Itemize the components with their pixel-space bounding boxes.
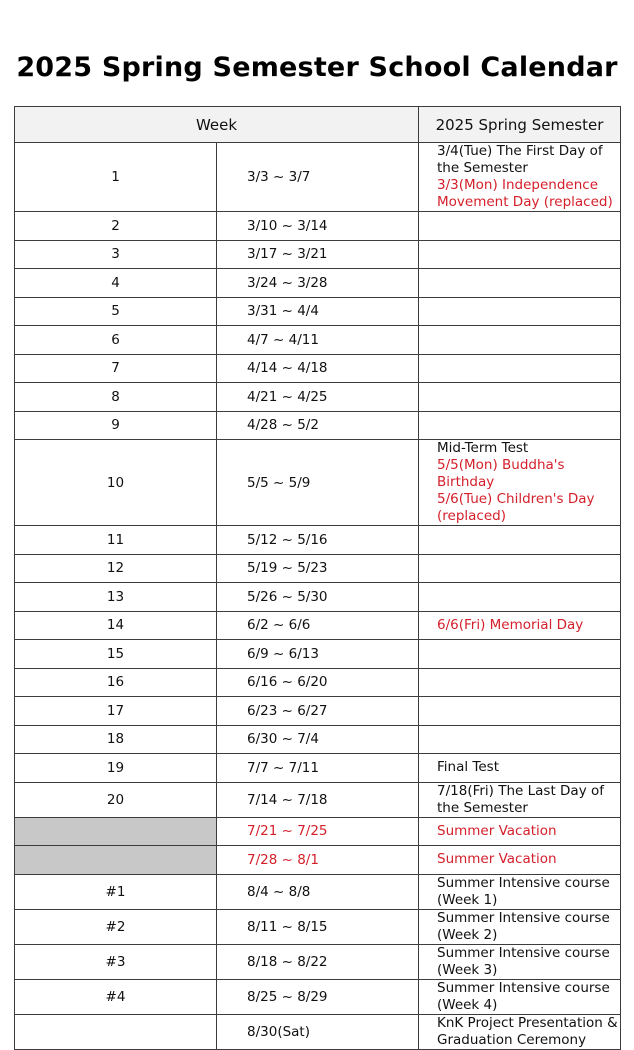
week-dates-cell: 5/5 ~ 5/9 bbox=[217, 440, 419, 526]
events-cell bbox=[419, 269, 621, 298]
table-row bbox=[15, 640, 621, 669]
week-number-cell bbox=[15, 1014, 217, 1049]
events-cell bbox=[419, 297, 621, 326]
table-row bbox=[15, 297, 621, 326]
events-cell bbox=[419, 440, 621, 526]
event-text: KnK Project Presentation & Graduation Ceremony bbox=[437, 1014, 618, 1048]
week-number-cell: 20 bbox=[15, 782, 217, 817]
table-header-row bbox=[15, 107, 621, 143]
week-dates-cell: 7/7 ~ 7/11 bbox=[217, 754, 419, 783]
week-dates-cell: 3/3 ~ 3/7 bbox=[217, 143, 419, 212]
table-row bbox=[15, 944, 621, 979]
table-row bbox=[15, 526, 621, 555]
week-dates-cell: 7/21 ~ 7/25 bbox=[217, 817, 419, 846]
week-dates-cell: 4/28 ~ 5/2 bbox=[217, 411, 419, 440]
week-number-cell: 13 bbox=[15, 583, 217, 612]
events-cell bbox=[419, 611, 621, 640]
week-dates-cell: 6/30 ~ 7/4 bbox=[217, 725, 419, 754]
events-cell bbox=[419, 979, 621, 1014]
events-cell bbox=[419, 326, 621, 355]
table-row bbox=[15, 1014, 621, 1049]
week-number-cell: 6 bbox=[15, 326, 217, 355]
event-text: Summer Intensive course (Week 3) bbox=[437, 944, 610, 978]
table-row bbox=[15, 269, 621, 298]
week-dates-cell: 8/4 ~ 8/8 bbox=[217, 874, 419, 909]
week-number-cell: #1 bbox=[15, 874, 217, 909]
week-dates-cell: 4/21 ~ 4/25 bbox=[217, 383, 419, 412]
events-cell bbox=[419, 874, 621, 909]
week-dates-cell: 5/19 ~ 5/23 bbox=[217, 554, 419, 583]
holiday-event-text: Summer Vacation bbox=[437, 851, 557, 868]
week-number-cell: 4 bbox=[15, 269, 217, 298]
events-cell bbox=[419, 1014, 621, 1049]
week-number-cell: 17 bbox=[15, 697, 217, 726]
table-row bbox=[15, 697, 621, 726]
events-cell bbox=[419, 668, 621, 697]
week-dates-cell: 6/16 ~ 6/20 bbox=[217, 668, 419, 697]
week-number-cell: 5 bbox=[15, 297, 217, 326]
week-dates-cell: 3/24 ~ 3/28 bbox=[217, 269, 419, 298]
week-number-cell: 7 bbox=[15, 354, 217, 383]
events-cell bbox=[419, 411, 621, 440]
event-text: 3/4(Tue) The First Day of the Semester bbox=[437, 143, 603, 176]
table-row bbox=[15, 383, 621, 412]
table-row bbox=[15, 611, 621, 640]
events-cell bbox=[419, 354, 621, 383]
week-dates-cell: 6/9 ~ 6/13 bbox=[217, 640, 419, 669]
week-number-cell bbox=[15, 846, 217, 875]
table-row bbox=[15, 326, 621, 355]
week-dates-cell: 3/17 ~ 3/21 bbox=[217, 240, 419, 269]
week-number-cell: 9 bbox=[15, 411, 217, 440]
week-number-cell: #3 bbox=[15, 944, 217, 979]
events-cell bbox=[419, 909, 621, 944]
week-number-cell: 3 bbox=[15, 240, 217, 269]
events-cell bbox=[419, 212, 621, 241]
events-cell bbox=[419, 754, 621, 783]
table-row bbox=[15, 554, 621, 583]
week-dates-cell: 4/7 ~ 4/11 bbox=[217, 326, 419, 355]
week-number-cell: 2 bbox=[15, 212, 217, 241]
event-text: 7/18(Fri) The Last Day of the Semester bbox=[437, 782, 604, 816]
event-text: Summer Intensive course (Week 2) bbox=[437, 909, 610, 943]
table-row bbox=[15, 979, 621, 1014]
week-dates-cell: 5/12 ~ 5/16 bbox=[217, 526, 419, 555]
holiday-event-text: Summer Vacation bbox=[437, 822, 557, 839]
table-row bbox=[15, 440, 621, 526]
events-cell bbox=[419, 143, 621, 212]
week-number-cell: #4 bbox=[15, 979, 217, 1014]
events-cell bbox=[419, 944, 621, 979]
event-text: Final Test bbox=[437, 759, 499, 776]
week-number-cell bbox=[15, 817, 217, 846]
week-number-cell: 18 bbox=[15, 725, 217, 754]
week-number-cell: 15 bbox=[15, 640, 217, 669]
events-cell bbox=[419, 240, 621, 269]
week-number-cell: 1 bbox=[15, 143, 217, 212]
events-cell bbox=[419, 697, 621, 726]
events-cell bbox=[419, 782, 621, 817]
week-dates-cell: 7/28 ~ 8/1 bbox=[217, 846, 419, 875]
week-number-cell: 8 bbox=[15, 383, 217, 412]
week-dates-cell: 7/14 ~ 7/18 bbox=[217, 782, 419, 817]
week-number-cell: 19 bbox=[15, 754, 217, 783]
week-column-header: Week bbox=[15, 107, 419, 143]
events-cell bbox=[419, 846, 621, 875]
table-row bbox=[15, 782, 621, 817]
events-cell bbox=[419, 383, 621, 412]
table-row bbox=[15, 817, 621, 846]
table-row bbox=[15, 583, 621, 612]
table-row bbox=[15, 143, 621, 212]
week-number-cell: #2 bbox=[15, 909, 217, 944]
table-row bbox=[15, 354, 621, 383]
table-row bbox=[15, 874, 621, 909]
week-number-cell: 11 bbox=[15, 526, 217, 555]
holiday-event-text: 5/6(Tue) Children's Day (replaced) bbox=[437, 491, 595, 524]
event-text: Summer Intensive course (Week 1) bbox=[437, 874, 610, 908]
table-row bbox=[15, 754, 621, 783]
events-cell bbox=[419, 640, 621, 669]
table-row bbox=[15, 668, 621, 697]
week-dates-cell: 5/26 ~ 5/30 bbox=[217, 583, 419, 612]
week-dates-cell: 6/23 ~ 6/27 bbox=[217, 697, 419, 726]
events-cell bbox=[419, 817, 621, 846]
table-row bbox=[15, 725, 621, 754]
week-dates-cell: 3/31 ~ 4/4 bbox=[217, 297, 419, 326]
event-text: Mid-Term Test bbox=[437, 440, 529, 456]
calendar-body bbox=[15, 143, 621, 1050]
week-number-cell: 14 bbox=[15, 611, 217, 640]
events-cell bbox=[419, 554, 621, 583]
events-cell bbox=[419, 526, 621, 555]
events-cell bbox=[419, 725, 621, 754]
holiday-event-text: 6/6(Fri) Memorial Day bbox=[437, 616, 584, 633]
week-number-cell: 16 bbox=[15, 668, 217, 697]
events-cell bbox=[419, 583, 621, 612]
week-dates-cell: 8/11 ~ 8/15 bbox=[217, 909, 419, 944]
holiday-event-text: 5/5(Mon) Buddha's Birthday bbox=[437, 457, 565, 490]
calendar-table bbox=[14, 106, 621, 1050]
semester-column-header: 2025 Spring Semester bbox=[419, 107, 621, 143]
event-text: Summer Intensive course (Week 4) bbox=[437, 979, 610, 1013]
week-dates-cell: 6/2 ~ 6/6 bbox=[217, 611, 419, 640]
week-dates-cell: 3/10 ~ 3/14 bbox=[217, 212, 419, 241]
week-dates-cell: 8/30(Sat) bbox=[217, 1014, 419, 1049]
week-number-cell: 10 bbox=[15, 440, 217, 526]
week-number-cell: 12 bbox=[15, 554, 217, 583]
table-row bbox=[15, 846, 621, 875]
holiday-event-text: 3/3(Mon) Independence Movement Day (replaced) bbox=[437, 177, 613, 210]
week-dates-cell: 8/25 ~ 8/29 bbox=[217, 979, 419, 1014]
table-row bbox=[15, 240, 621, 269]
table-row bbox=[15, 909, 621, 944]
week-dates-cell: 8/18 ~ 8/22 bbox=[217, 944, 419, 979]
page-title: 2025 Spring Semester School Calendar bbox=[16, 52, 618, 83]
table-row bbox=[15, 212, 621, 241]
table-row bbox=[15, 411, 621, 440]
week-dates-cell: 4/14 ~ 4/18 bbox=[217, 354, 419, 383]
